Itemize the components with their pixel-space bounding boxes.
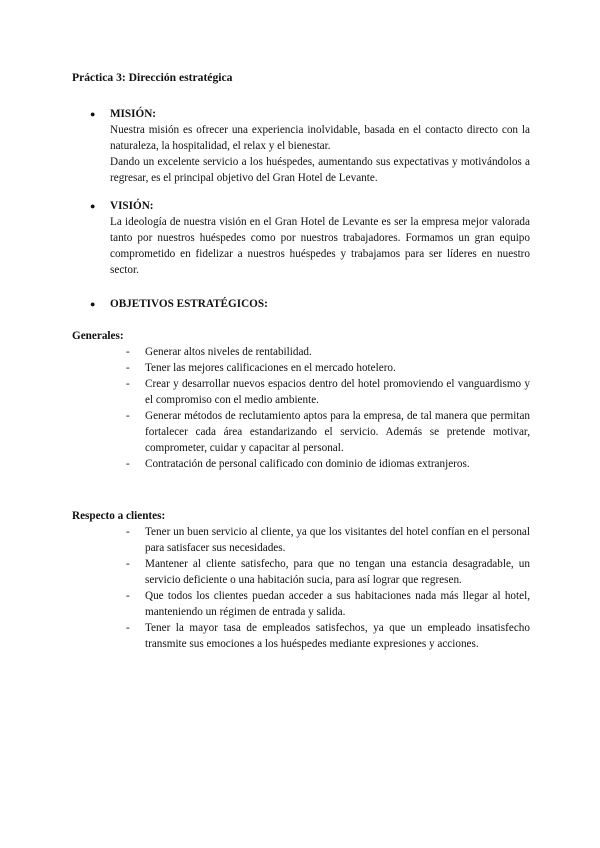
- vision-heading-row: [90, 198, 530, 214]
- mision-paragraph: Nuestra misión es ofrecer una experiencia inolvidable, basada en el contacto directo con la naturaleza, la hospitalidad, el relax y el bienestar.: [110, 124, 530, 152]
- list-item: [120, 524, 530, 556]
- objetivos-heading-row: [90, 296, 530, 312]
- list-item-text: Contratación de personal calificado con dominio de idiomas extranjeros.: [145, 458, 470, 470]
- mision-heading: MISIÓN:: [110, 108, 156, 120]
- vision-body: [110, 214, 530, 278]
- list-item-text: Que todos los clientes puedan acceder a sus habitaciones nada más llegar al hotel, manteniendo un régimen de entrada y salida.: [145, 590, 530, 618]
- bullet-icon: ●: [90, 109, 96, 119]
- list-item: [120, 588, 530, 620]
- vision-paragraph: La ideología de nuestra visión en el Gran Hotel de Levante es ser la empresa mejor valorada tanto por nuestros huéspedes como por nuestros trabajadores. Formamos un gran equipo comprometido en fidelizar a nuestros huéspedes y trabajamos para ser líderes en nuestro sector.: [110, 216, 530, 276]
- mision-section: [90, 106, 530, 186]
- generales-heading: Generales:: [72, 330, 124, 342]
- vision-section: [90, 198, 530, 278]
- generales-list: [120, 344, 530, 472]
- dash-marker: -: [126, 622, 130, 634]
- clientes-list: [120, 524, 530, 652]
- list-item: [120, 456, 530, 472]
- list-item-text: Tener la mayor tasa de empleados satisfechos, ya que un empleado insatisfecho transmite sus emociones a los huéspedes mediante expresiones y acciones.: [145, 622, 530, 650]
- objetivos-heading: OBJETIVOS ESTRATÉGICOS:: [110, 298, 268, 310]
- dash-marker: -: [126, 362, 130, 374]
- objetivos-section: [90, 296, 530, 312]
- vision-heading: VISIÓN:: [110, 200, 154, 212]
- list-item-text: Tener las mejores calificaciones en el mercado hotelero.: [145, 362, 396, 374]
- dash-marker: -: [126, 526, 130, 538]
- dash-marker: -: [126, 590, 130, 602]
- bullet-icon: ●: [90, 201, 96, 211]
- dash-marker: -: [126, 410, 130, 422]
- list-item-text: Crear y desarrollar nuevos espacios dentro del hotel promoviendo el vanguardismo y el compromiso con el medio ambiente.: [145, 378, 530, 406]
- clientes-heading: Respecto a clientes:: [72, 510, 166, 522]
- list-item: [120, 408, 530, 456]
- dash-marker: -: [126, 558, 130, 570]
- mision-paragraph: Dando un excelente servicio a los huéspedes, aumentando sus expectativas y motivándolos a regresar, es el principal objetivo del Gran Hotel de Levante.: [110, 156, 530, 184]
- document-title: Práctica 3: Dirección estratégica: [72, 71, 233, 84]
- dash-marker: -: [126, 346, 130, 358]
- list-item: [120, 344, 530, 360]
- list-item: [120, 620, 530, 652]
- dash-marker: -: [126, 458, 130, 470]
- list-item-text: Generar métodos de reclutamiento aptos para la empresa, de tal manera que permitan fortalecer cada área estandarizando el servicio. Además se pretende motivar, comprometer, cuidar y capacitar al personal.: [145, 410, 530, 454]
- list-item: [120, 376, 530, 408]
- list-item: [120, 556, 530, 588]
- list-item: [120, 360, 530, 376]
- bullet-icon: ●: [90, 299, 96, 309]
- mision-body: [110, 122, 530, 186]
- dash-marker: -: [126, 378, 130, 390]
- mision-heading-row: [90, 106, 530, 122]
- list-item-text: Mantener al cliente satisfecho, para que no tengan una estancia desagradable, un servicio deficiente o una habitación sucia, para así lograr que regresen.: [145, 558, 530, 586]
- list-item-text: Tener un buen servicio al cliente, ya que los visitantes del hotel confían en el personal para satisfacer sus necesidades.: [145, 526, 530, 554]
- list-item-text: Generar altos niveles de rentabilidad.: [145, 346, 312, 358]
